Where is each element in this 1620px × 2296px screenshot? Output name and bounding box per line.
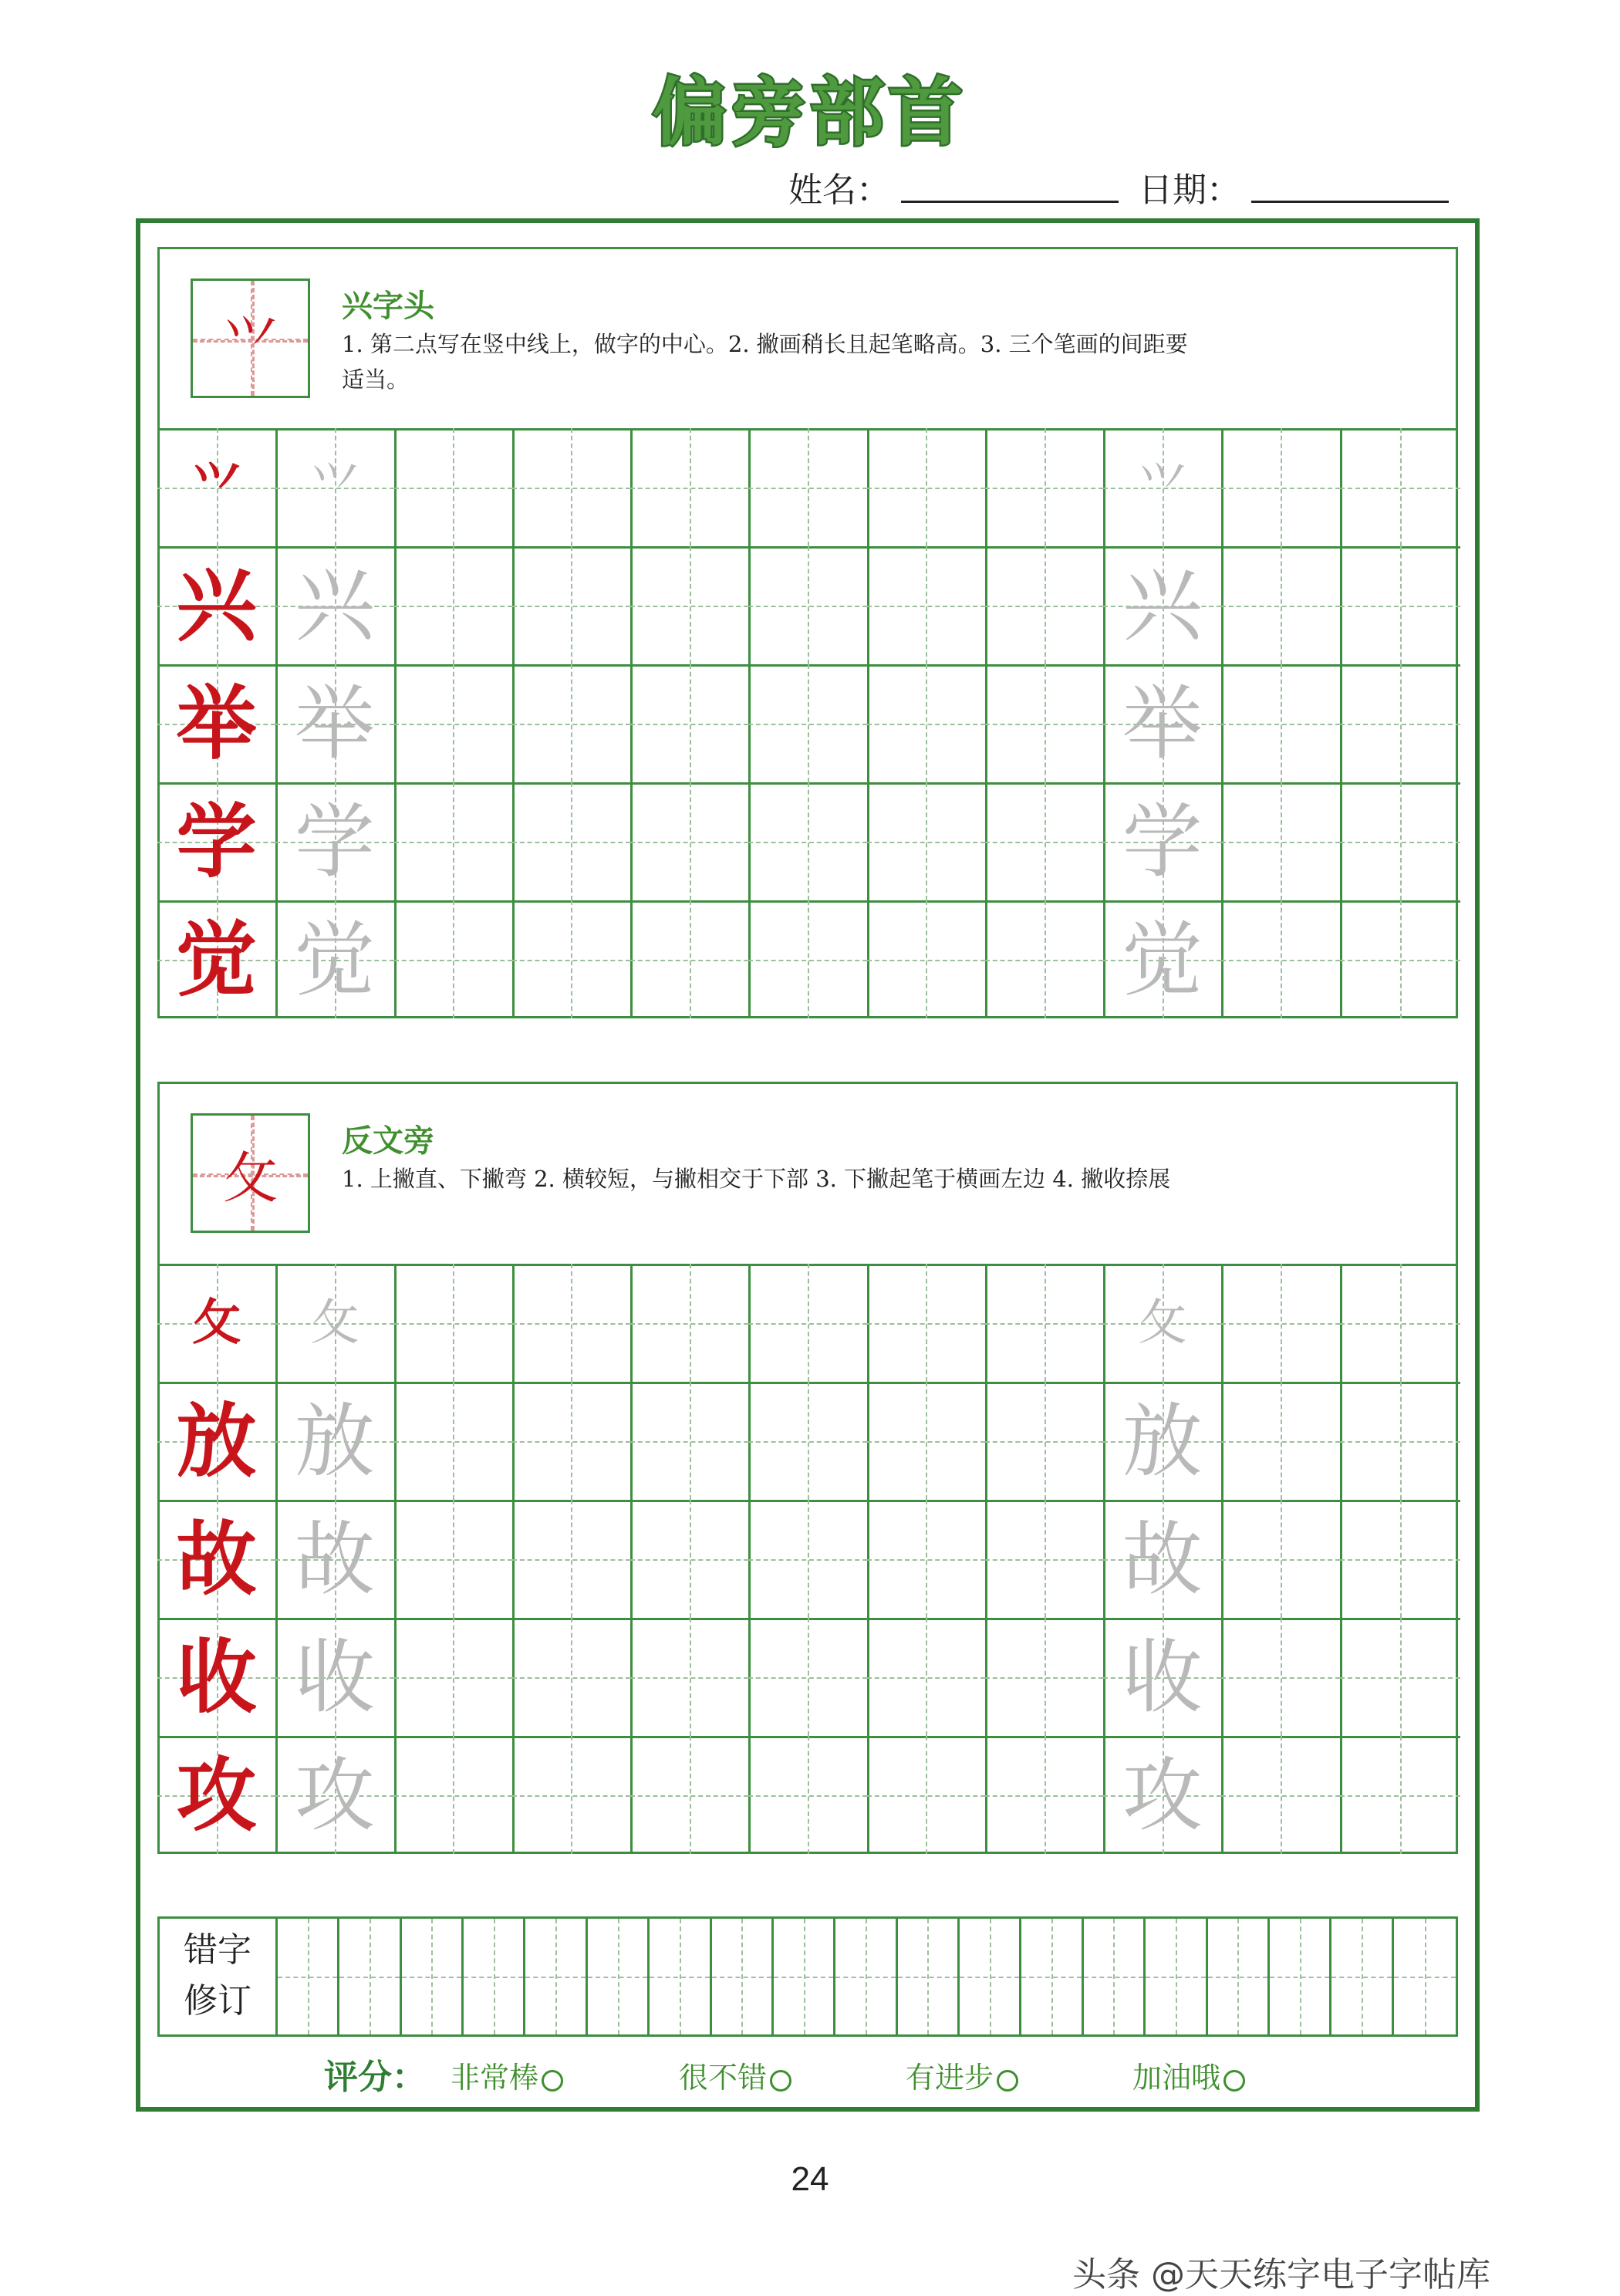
practice-cell[interactable] bbox=[1221, 664, 1342, 785]
correction-cell[interactable] bbox=[525, 1919, 587, 2034]
page-title bbox=[0, 54, 1620, 160]
practice-cell[interactable] bbox=[867, 1264, 987, 1384]
practice-cell[interactable] bbox=[157, 1736, 278, 1854]
practice-cell[interactable] bbox=[1103, 546, 1223, 667]
practice-cell[interactable] bbox=[985, 546, 1105, 667]
correction-cell[interactable] bbox=[960, 1919, 1021, 2034]
practice-cell[interactable] bbox=[985, 664, 1105, 785]
practice-cell[interactable] bbox=[157, 1382, 278, 1502]
practice-cell[interactable] bbox=[1340, 900, 1460, 1018]
practice-cell[interactable] bbox=[1221, 1264, 1342, 1384]
trace-character: 攻 bbox=[1122, 1747, 1203, 1842]
page-title-text: 偏旁部首 bbox=[653, 69, 967, 156]
trace-character: ⺍ bbox=[1137, 458, 1187, 516]
trace-character: 收 bbox=[294, 1629, 375, 1724]
practice-cell[interactable] bbox=[1340, 1264, 1460, 1384]
trace-character: 举 bbox=[1122, 676, 1203, 771]
trace-character: 收 bbox=[1122, 1629, 1203, 1724]
name-date-line bbox=[0, 162, 1620, 208]
practice-cell[interactable] bbox=[275, 428, 396, 549]
section-header bbox=[160, 1084, 1456, 1266]
section-header bbox=[160, 249, 1456, 430]
practice-cell[interactable] bbox=[394, 1382, 515, 1502]
practice-cell[interactable] bbox=[630, 546, 751, 667]
practice-cell[interactable] bbox=[748, 1382, 869, 1502]
practice-cell[interactable] bbox=[1103, 1736, 1223, 1854]
rating-option[interactable] bbox=[906, 2054, 1018, 2096]
practice-cell[interactable] bbox=[867, 900, 987, 1018]
practice-cell[interactable] bbox=[512, 1736, 633, 1854]
practice-cell[interactable] bbox=[1103, 782, 1223, 903]
trace-character: 兴 bbox=[294, 558, 375, 653]
rating-option[interactable] bbox=[451, 2054, 563, 2096]
rating-option-label: 有进步 bbox=[906, 2061, 994, 2095]
correction-cell[interactable] bbox=[1331, 1919, 1393, 2034]
correction-cell[interactable] bbox=[339, 1919, 401, 2034]
correction-cell[interactable] bbox=[588, 1919, 650, 2034]
correction-cell[interactable] bbox=[278, 1919, 339, 2034]
practice-cell[interactable] bbox=[275, 1736, 396, 1854]
radio-circle-icon[interactable] bbox=[542, 2070, 563, 2092]
practice-cell[interactable] bbox=[512, 1382, 633, 1502]
practice-cell[interactable] bbox=[985, 1264, 1105, 1384]
practice-cell[interactable] bbox=[1103, 900, 1223, 1018]
practice-cell[interactable] bbox=[394, 782, 515, 903]
trace-character: 学 bbox=[1122, 794, 1203, 889]
practice-cell[interactable] bbox=[630, 664, 751, 785]
practice-cell[interactable] bbox=[867, 546, 987, 667]
practice-cell[interactable] bbox=[275, 900, 396, 1018]
practice-cell[interactable] bbox=[275, 1500, 396, 1620]
practice-cell[interactable] bbox=[630, 1618, 751, 1738]
correction-cell[interactable] bbox=[402, 1919, 464, 2034]
trace-character: 觉 bbox=[1122, 912, 1203, 1007]
practice-cell[interactable] bbox=[157, 900, 278, 1018]
model-character: 攵 bbox=[191, 1293, 241, 1352]
practice-cell[interactable] bbox=[512, 900, 633, 1018]
practice-cell[interactable] bbox=[748, 900, 869, 1018]
practice-cell[interactable] bbox=[1340, 782, 1460, 903]
description-line: 1. 上撇直、下撇弯 2. 横较短，与撇相交于下部 3. 下撇起笔于横画左边 4. 撇收捺展 bbox=[342, 1166, 1171, 1192]
practice-cell[interactable] bbox=[394, 1264, 515, 1384]
section-box bbox=[157, 1082, 1458, 1854]
trace-character: ⺍ bbox=[309, 458, 359, 516]
practice-cell[interactable] bbox=[512, 1500, 633, 1620]
practice-cell[interactable] bbox=[1221, 546, 1342, 667]
practice-cell[interactable] bbox=[394, 428, 515, 549]
model-character: 学 bbox=[176, 793, 257, 889]
model-character: 攻 bbox=[176, 1747, 257, 1842]
model-character: 故 bbox=[176, 1511, 257, 1606]
trace-character: 举 bbox=[294, 676, 375, 771]
date-field[interactable] bbox=[1251, 167, 1449, 203]
practice-cell[interactable] bbox=[394, 900, 515, 1018]
practice-cell[interactable] bbox=[985, 900, 1105, 1018]
practice-cell[interactable] bbox=[1103, 1382, 1223, 1502]
practice-cell[interactable] bbox=[394, 546, 515, 667]
watermark: 头条 @天天练字电子字帖库 bbox=[1072, 2255, 1490, 2294]
correction-cell[interactable] bbox=[774, 1919, 835, 2034]
practice-cell[interactable] bbox=[748, 546, 869, 667]
correction-cell[interactable] bbox=[1021, 1919, 1083, 2034]
practice-cell[interactable] bbox=[157, 1500, 278, 1620]
rating-label: 评分： bbox=[324, 2058, 426, 2097]
practice-cell[interactable] bbox=[275, 664, 396, 785]
practice-cell[interactable] bbox=[275, 546, 396, 667]
correction-cell[interactable] bbox=[712, 1919, 774, 2034]
sample-character-box bbox=[191, 279, 310, 398]
model-character: 觉 bbox=[176, 911, 257, 1007]
rating-option[interactable] bbox=[679, 2054, 791, 2096]
practice-cell[interactable] bbox=[512, 1264, 633, 1384]
practice-cell[interactable] bbox=[630, 1736, 751, 1854]
rating-option-label: 非常棒 bbox=[451, 2061, 539, 2095]
practice-cell[interactable] bbox=[1340, 546, 1460, 667]
practice-cell[interactable] bbox=[867, 1500, 987, 1620]
trace-character: 兴 bbox=[1122, 558, 1203, 653]
rating-option[interactable] bbox=[1132, 2054, 1245, 2096]
practice-cell[interactable] bbox=[394, 1500, 515, 1620]
practice-cell[interactable] bbox=[1221, 428, 1342, 549]
trace-character: 攻 bbox=[294, 1747, 375, 1842]
practice-cell[interactable] bbox=[1221, 1500, 1342, 1620]
correction-label bbox=[160, 1919, 278, 2034]
practice-cell[interactable] bbox=[1221, 782, 1342, 903]
practice-cell[interactable] bbox=[275, 1264, 396, 1384]
trace-character: 学 bbox=[294, 794, 375, 889]
practice-cell[interactable] bbox=[867, 782, 987, 903]
practice-cell[interactable] bbox=[157, 546, 278, 667]
practice-cell[interactable] bbox=[512, 1618, 633, 1738]
correction-box bbox=[157, 1916, 1458, 2037]
sample-character-box bbox=[191, 1113, 310, 1233]
practice-cell[interactable] bbox=[1340, 1500, 1460, 1620]
practice-cell[interactable] bbox=[985, 1500, 1105, 1620]
practice-cell[interactable] bbox=[1340, 1736, 1460, 1854]
correction-label-line2: 修订 bbox=[184, 1981, 251, 2021]
page-number: 24 bbox=[791, 2160, 829, 2198]
section-description bbox=[342, 326, 1437, 397]
practice-cell[interactable] bbox=[157, 428, 278, 549]
trace-character: 故 bbox=[294, 1511, 375, 1606]
practice-cell[interactable] bbox=[394, 1736, 515, 1854]
practice-cell[interactable] bbox=[1221, 1736, 1342, 1854]
correction-cell[interactable] bbox=[464, 1919, 525, 2034]
practice-cell[interactable] bbox=[867, 664, 987, 785]
correction-cell[interactable] bbox=[898, 1919, 960, 2034]
practice-cell[interactable] bbox=[512, 664, 633, 785]
model-character: ⺍ bbox=[191, 458, 241, 516]
practice-cell[interactable] bbox=[1340, 428, 1460, 549]
practice-cell[interactable] bbox=[867, 1618, 987, 1738]
practice-cell[interactable] bbox=[512, 782, 633, 903]
model-character: 放 bbox=[176, 1393, 257, 1488]
rating-row bbox=[157, 2049, 1458, 2095]
trace-character: 觉 bbox=[294, 912, 375, 1007]
model-character: 举 bbox=[176, 675, 257, 771]
practice-cell[interactable] bbox=[157, 782, 278, 903]
trace-character: 攵 bbox=[309, 1294, 359, 1352]
name-field[interactable] bbox=[901, 167, 1119, 203]
practice-cell[interactable] bbox=[748, 1736, 869, 1854]
practice-cell[interactable] bbox=[867, 1736, 987, 1854]
practice-cell[interactable] bbox=[748, 1264, 869, 1384]
practice-cell[interactable] bbox=[157, 1264, 278, 1384]
practice-cell[interactable] bbox=[512, 428, 633, 549]
section-box bbox=[157, 247, 1458, 1018]
radio-circle-icon[interactable] bbox=[1223, 2070, 1245, 2092]
correction-cell[interactable] bbox=[1208, 1919, 1270, 2034]
practice-cell[interactable] bbox=[867, 1382, 987, 1502]
correction-cell[interactable] bbox=[1084, 1919, 1146, 2034]
practice-cell[interactable] bbox=[985, 1618, 1105, 1738]
practice-cell[interactable] bbox=[394, 664, 515, 785]
practice-cell[interactable] bbox=[1103, 1500, 1223, 1620]
trace-character: 攵 bbox=[1137, 1294, 1187, 1352]
practice-cell[interactable] bbox=[630, 1264, 751, 1384]
correction-label-line1: 错字 bbox=[184, 1930, 251, 1970]
correction-cell[interactable] bbox=[650, 1919, 711, 2034]
practice-cell[interactable] bbox=[985, 1736, 1105, 1854]
date-label: 日期： bbox=[1139, 171, 1240, 210]
practice-cell[interactable] bbox=[748, 782, 869, 903]
practice-cell[interactable] bbox=[394, 1618, 515, 1738]
practice-cell[interactable] bbox=[275, 1618, 396, 1738]
practice-cell[interactable] bbox=[985, 1382, 1105, 1502]
practice-cell[interactable] bbox=[748, 664, 869, 785]
practice-cell[interactable] bbox=[630, 900, 751, 1018]
practice-cell[interactable] bbox=[630, 1382, 751, 1502]
trace-character: 故 bbox=[1122, 1511, 1203, 1606]
practice-cell[interactable] bbox=[867, 428, 987, 549]
practice-cell[interactable] bbox=[157, 1618, 278, 1738]
practice-cell[interactable] bbox=[748, 1618, 869, 1738]
correction-cell[interactable] bbox=[835, 1919, 897, 2034]
practice-cell[interactable] bbox=[275, 1382, 396, 1502]
rating-option-label: 很不错 bbox=[679, 2061, 768, 2095]
description-line: 适当。 bbox=[342, 366, 410, 393]
model-character: 收 bbox=[176, 1629, 257, 1724]
radio-circle-icon[interactable] bbox=[770, 2070, 791, 2092]
description-line: 1. 第二点写在竖中线上，做字的中心。2. 撇画稍长且起笔略高。3. 三个笔画的间距要 bbox=[342, 331, 1188, 357]
section-description bbox=[342, 1161, 1437, 1197]
practice-cell[interactable] bbox=[1340, 1618, 1460, 1738]
practice-cell[interactable] bbox=[512, 546, 633, 667]
practice-cell[interactable] bbox=[1103, 1618, 1223, 1738]
model-character: 兴 bbox=[176, 557, 257, 653]
practice-cell[interactable] bbox=[1340, 1382, 1460, 1502]
practice-cell[interactable] bbox=[1340, 664, 1460, 785]
trace-character: 放 bbox=[1122, 1393, 1203, 1488]
practice-cell[interactable] bbox=[1221, 1618, 1342, 1738]
correction-cell[interactable] bbox=[1394, 1919, 1456, 2034]
practice-cell[interactable] bbox=[748, 428, 869, 549]
practice-cell[interactable] bbox=[1103, 1264, 1223, 1384]
practice-cell[interactable] bbox=[630, 1500, 751, 1620]
correction-cell[interactable] bbox=[1146, 1919, 1207, 2034]
practice-cell[interactable] bbox=[985, 782, 1105, 903]
rating-option-label: 加油哦 bbox=[1132, 2061, 1221, 2095]
practice-cell[interactable] bbox=[630, 428, 751, 549]
practice-cell[interactable] bbox=[1221, 1382, 1342, 1502]
practice-cell[interactable] bbox=[1221, 900, 1342, 1018]
practice-cell[interactable] bbox=[275, 782, 396, 903]
name-label: 姓名： bbox=[788, 171, 890, 210]
section-title: 反文旁 bbox=[342, 1123, 434, 1159]
correction-cell[interactable] bbox=[1270, 1919, 1331, 2034]
practice-cell[interactable] bbox=[157, 664, 278, 785]
section-title: 兴字头 bbox=[342, 289, 434, 324]
sample-character: ⺍ bbox=[222, 310, 278, 376]
practice-cell[interactable] bbox=[748, 1500, 869, 1620]
radio-circle-icon[interactable] bbox=[997, 2070, 1018, 2092]
trace-character: 放 bbox=[294, 1393, 375, 1488]
practice-cell[interactable] bbox=[985, 428, 1105, 549]
practice-cell[interactable] bbox=[1103, 664, 1223, 785]
practice-cell[interactable] bbox=[1103, 428, 1223, 549]
sample-character: 攵 bbox=[222, 1145, 278, 1210]
practice-cell[interactable] bbox=[630, 782, 751, 903]
